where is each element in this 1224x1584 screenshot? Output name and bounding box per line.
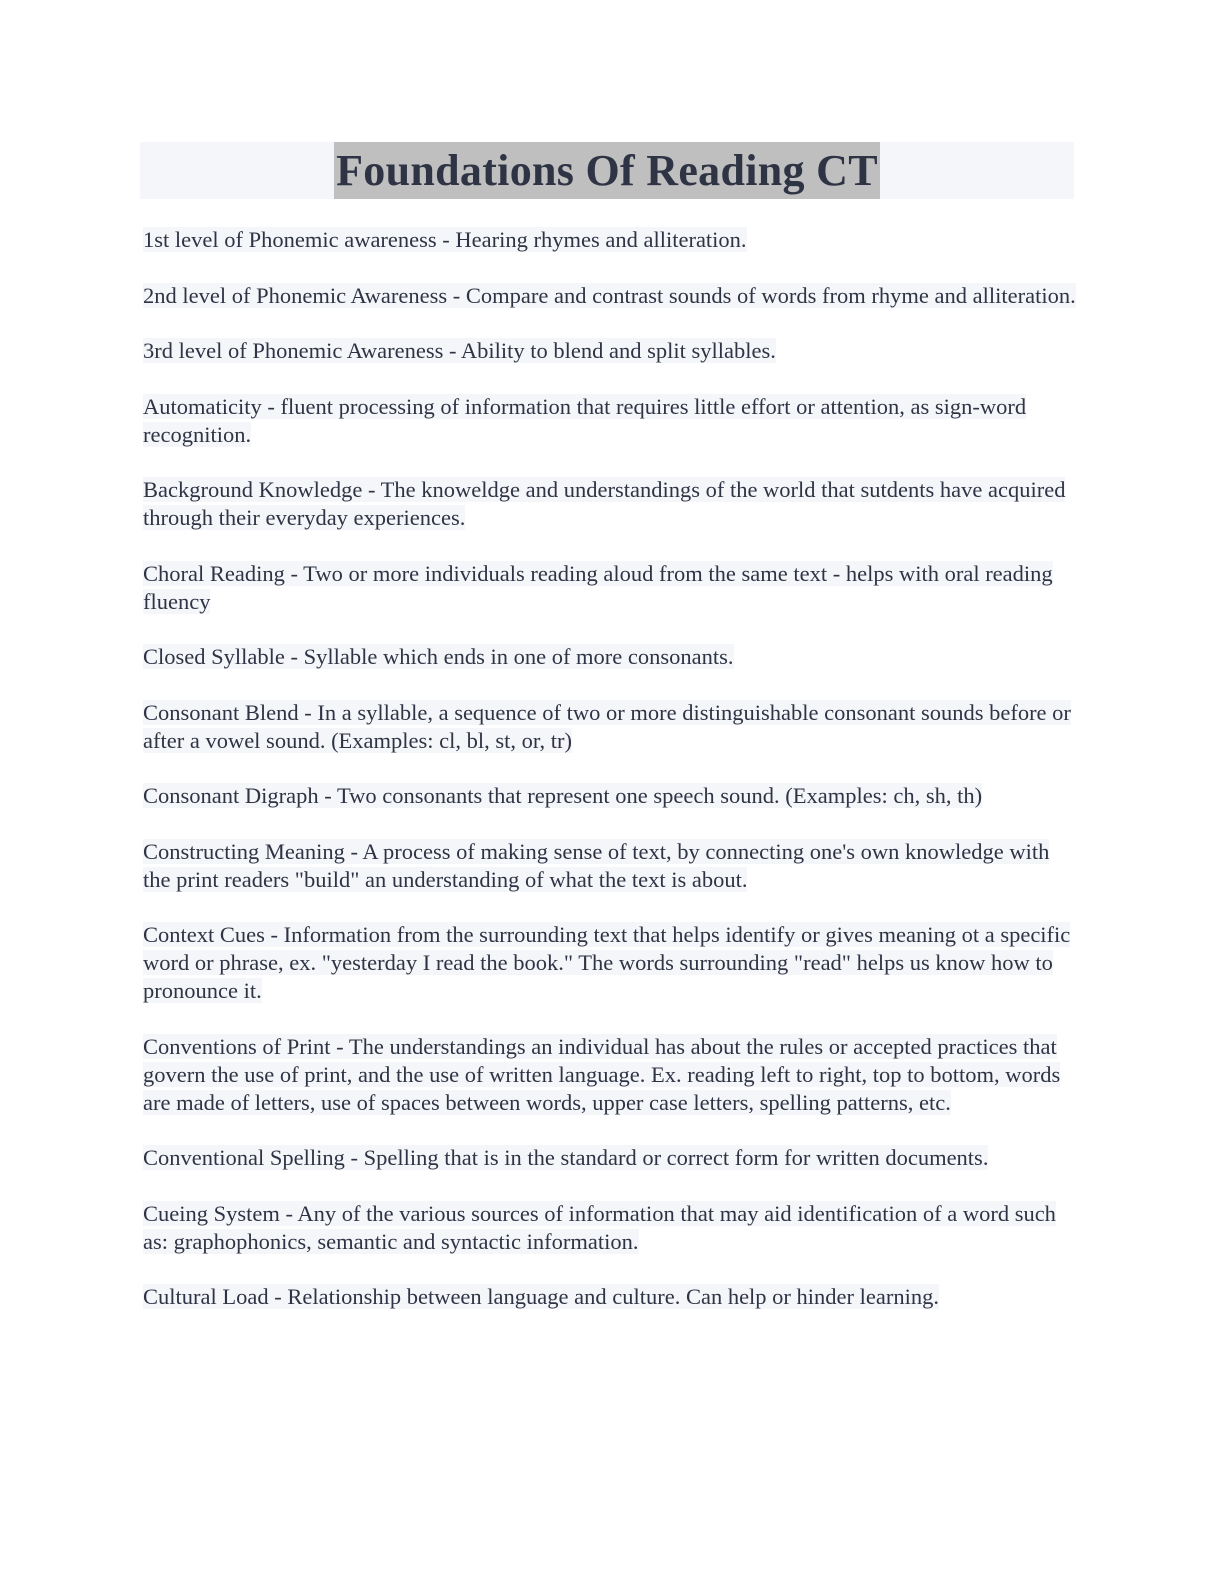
entry-text: Background Knowledge - The knoweldge and understandings of the world that sutdents have acquired through their everyday experiences.: [143, 477, 1066, 530]
glossary-entry: [143, 1200, 1078, 1256]
glossary-entry: [143, 560, 1078, 616]
document-title: Foundations Of Reading CT: [334, 142, 880, 199]
entry-text: Conventions of Print - The understandings an individual has about the rules or accepted practices that govern the use of print, and the use of written language. Ex. reading left to right, top to bottom, words are made of letters, use of spaces between words, upper case letters, spelling patterns, etc.: [143, 1033, 1061, 1115]
entry-text: Cueing System - Any of the various sources of information that may aid identification of a word such as: graphophonics, semantic and syntactic information.: [143, 1200, 1056, 1254]
entry-text: Conventional Spelling - Spelling that is in the standard or correct form for written documents.: [143, 1145, 989, 1170]
glossary-entry: [143, 643, 1078, 671]
glossary-entry: [143, 1033, 1078, 1117]
entry-text: Choral Reading - Two or more individuals reading aloud from the same text - helps with oral reading fluency: [143, 560, 1053, 614]
glossary-entry: [143, 476, 1078, 532]
glossary-entry: [143, 337, 1078, 365]
entry-text: Consonant Blend - In a syllable, a sequence of two or more distinguishable consonant sounds before or after a vowel sound. (Examples: cl, bl, st, or, tr): [143, 699, 1071, 753]
glossary-entry: [143, 782, 1078, 810]
entry-text: Context Cues - Information from the surrounding text that helps identify or gives meaning ot a specific word or phrase, ex. "yesterday I read the book." The words surrounding "read" helps us know how to pronounce it.: [143, 922, 1071, 1003]
glossary-entry: [143, 1144, 1078, 1172]
glossary-list: [143, 226, 1078, 1339]
entry-text: 2nd level of Phonemic Awareness - Compare and contrast sounds of words from rhyme and alliteration.: [143, 282, 1076, 308]
entry-text: Closed Syllable - Syllable which ends in one of more consonants.: [143, 644, 734, 669]
entry-text: 1st level of Phonemic awareness - Hearing rhymes and alliteration.: [143, 227, 747, 252]
glossary-entry: [143, 226, 1078, 254]
glossary-entry: [143, 393, 1078, 449]
entry-text: Consonant Digraph - Two consonants that represent one speech sound. (Examples: ch, sh, th): [143, 783, 983, 808]
entry-text: Constructing Meaning - A process of making sense of text, by connecting one's own knowledge with the print readers "build" an understanding of what the text is about.: [143, 838, 1050, 892]
glossary-entry: [143, 282, 1078, 310]
glossary-entry: [143, 921, 1078, 1005]
entry-text: 3rd level of Phonemic Awareness - Ability to blend and split syllables.: [143, 338, 776, 363]
glossary-entry: [143, 699, 1078, 755]
title-bar: [140, 142, 1074, 199]
entry-text: Automaticity - fluent processing of information that requires little effort or attention, as sign-word recognition.: [143, 393, 1027, 447]
glossary-entry: [143, 838, 1078, 894]
entry-text: Cultural Load - Relationship between language and culture. Can help or hinder learning.: [143, 1284, 940, 1309]
glossary-entry: [143, 1283, 1078, 1311]
